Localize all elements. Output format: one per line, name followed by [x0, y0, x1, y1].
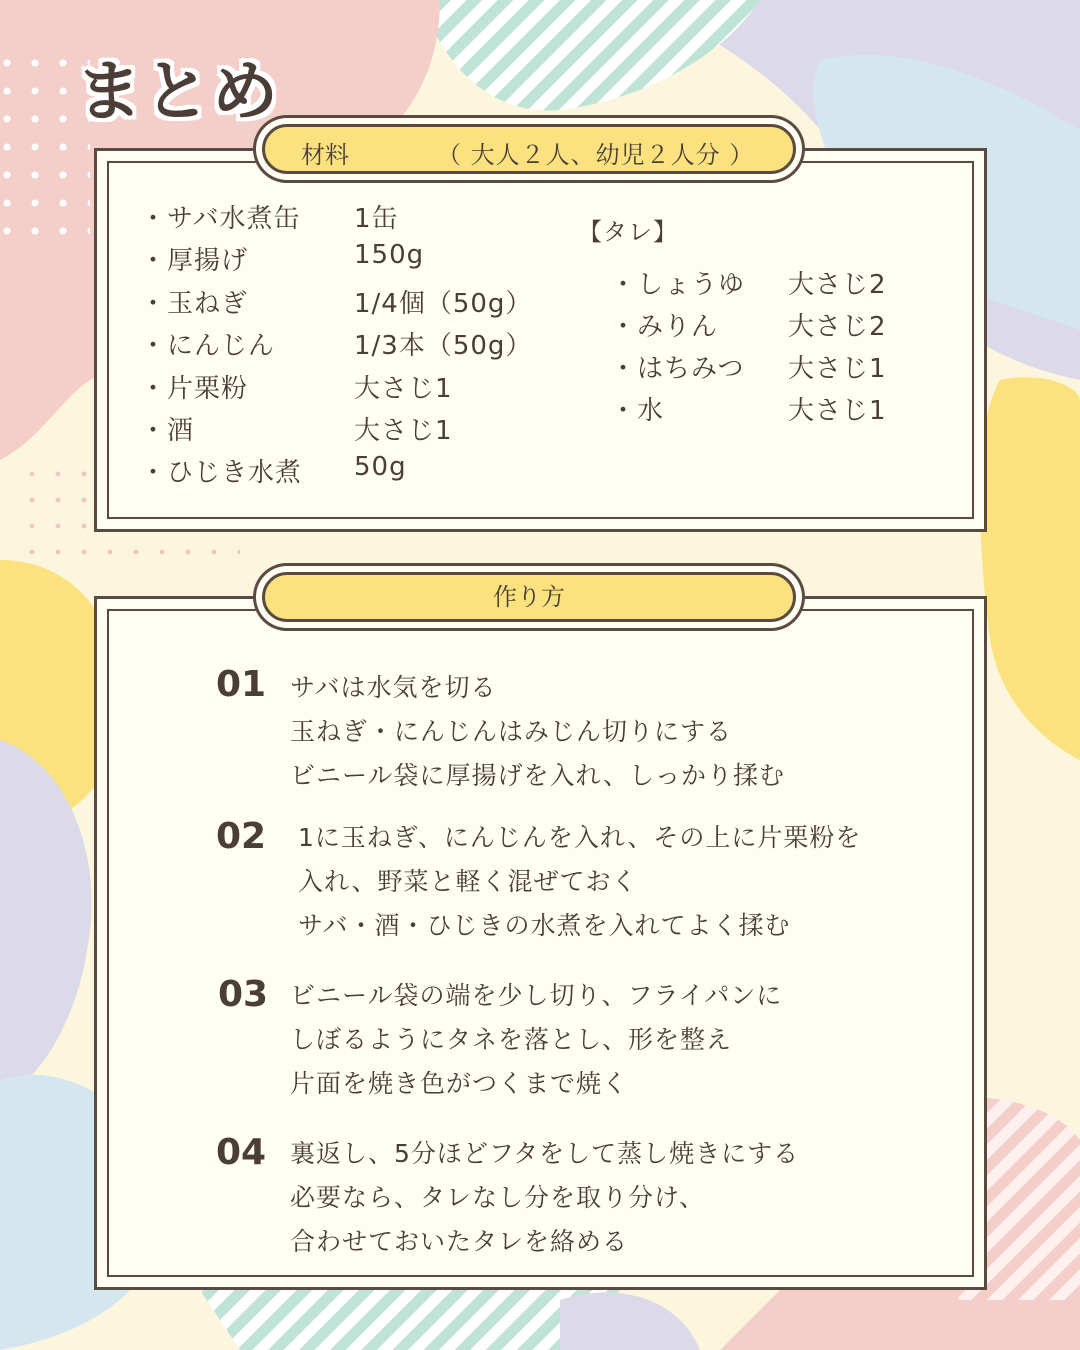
page-title: まとめ	[76, 53, 280, 130]
sauce-heading: 【タレ】	[578, 218, 678, 246]
ingredient-name: ・片栗粉	[140, 374, 249, 404]
sauce-amount: 大さじ2	[788, 270, 887, 300]
method-header	[262, 572, 796, 622]
sauce-amount: 大さじ1	[788, 354, 887, 384]
step-number: 03	[218, 974, 269, 1015]
step-text: 入れ、野菜と軽く混ぜておく	[298, 867, 638, 896]
step-number: 01	[216, 664, 267, 705]
sauce-name: ・はちみつ	[610, 354, 745, 384]
step-text: 玉ねぎ・にんじんはみじん切りにする	[290, 717, 733, 746]
ingredient-amount: 1/3本（50g）	[354, 331, 533, 361]
sauce-amount: 大さじ1	[788, 396, 887, 426]
step-number: 02	[216, 816, 267, 857]
step-text: 裏返し、5分ほどフタをして蒸し焼きにする	[290, 1139, 800, 1168]
step-text: しぼるようにタネを落とし、形を整え	[290, 1025, 733, 1054]
sauce-name: ・しょうゆ	[610, 270, 746, 300]
step-text: ビニール袋の端を少し切り、フライパンに	[290, 981, 783, 1010]
step-text: 片面を焼き色がつくまで焼く	[290, 1069, 629, 1098]
sauce-name: ・みりん	[610, 312, 719, 342]
ingredient-name: ・サバ水煮缶	[140, 204, 301, 234]
step-text: サバ・酒・ひじきの水煮を入れてよく揉む	[298, 911, 791, 940]
step-text: 1に玉ねぎ、にんじんを入れ、その上に片栗粉を	[298, 823, 862, 852]
sauce-amount: 大さじ2	[788, 312, 887, 342]
ingredient-amount: 150g	[354, 240, 425, 270]
ingredient-name: ・にんじん	[140, 331, 276, 361]
step-text: サバは水気を切る	[290, 673, 497, 702]
ingredient-name: ・玉ねぎ	[140, 289, 249, 319]
ingredient-amount: 1/4個（50g）	[354, 289, 533, 319]
ingredient-amount: 大さじ1	[354, 374, 453, 404]
ingredient-name: ・厚揚げ	[140, 246, 249, 276]
method-label: 作り方	[493, 583, 565, 611]
ingredient-amount: 50g	[354, 452, 407, 482]
step-text: 合わせておいたタレを絡める	[290, 1227, 629, 1256]
step-text: 必要なら、タレなし分を取り分け、	[290, 1183, 706, 1212]
sauce-name: ・水	[610, 396, 665, 426]
step-text: ビニール袋に厚揚げを入れ、しっかり揉む	[290, 761, 786, 790]
ingredient-name: ・酒	[140, 416, 195, 446]
ingredients-label: 材料	[301, 141, 349, 169]
step-number: 04	[216, 1132, 267, 1173]
ingredient-amount: 1缶	[354, 204, 399, 234]
ingredient-amount: 大さじ1	[354, 416, 453, 446]
ingredient-name: ・ひじき水煮	[140, 458, 303, 488]
servings-text: （ 大人２人、幼児２人分 ）	[437, 141, 755, 169]
ingredients-header	[262, 124, 796, 174]
